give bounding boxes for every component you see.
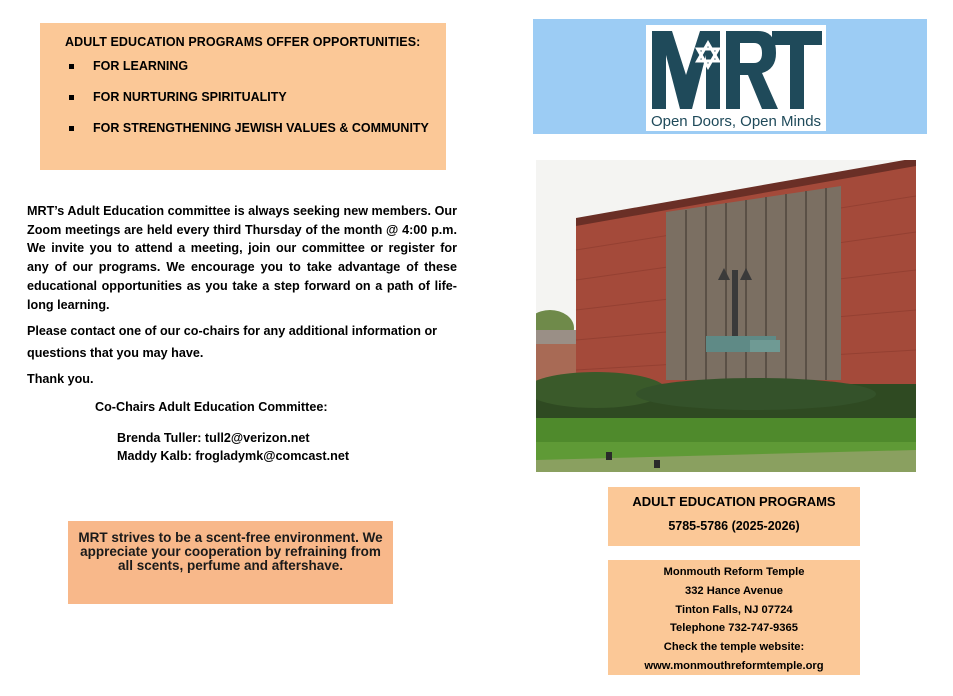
website-label: Check the temple website:	[663, 641, 805, 654]
city-state-zip: Tinton Falls, NJ 07724	[675, 603, 793, 616]
opportunities-box	[40, 23, 446, 170]
contact-brenda: Brenda Tuller: tull2@verizon.net	[117, 430, 310, 445]
square-bullet-icon	[69, 64, 74, 69]
intro-paragraph: MRT’s Adult Education committee is always seeking new members. Our Zoom meetings are held every third Thursday of the month @ 4:00 p.m. We invite you to attend a meeting, join our committee or register for any of our programs. We encourage you to take advantage of these educational opportunities as you take a step forward on a path of life-long learning.	[27, 204, 457, 312]
website-url: www.monmouthreformtemple.org	[644, 659, 824, 672]
address-box	[608, 560, 860, 675]
list-item: FOR NURTURING SPIRITUALITY	[69, 90, 436, 104]
temple-building-photo	[536, 160, 916, 472]
opportunities-list	[65, 59, 436, 135]
scent-free-notice: MRT strives to be a scent-free environment. We appreciate your cooperation by refraining from all scents, perfume and aftershave.	[68, 521, 393, 604]
mrt-logo-graphic	[646, 25, 826, 131]
telephone: Telephone 732-747-9365	[670, 622, 798, 635]
contact-paragraph: Please contact one of our co-chairs for any additional information or questions that you may have.	[27, 324, 438, 361]
thanks-text: Thank you.	[27, 372, 94, 387]
logo-panel	[533, 19, 927, 134]
committee-description	[27, 202, 457, 465]
cochairs-contacts	[27, 429, 457, 465]
list-item: FOR LEARNING	[69, 59, 436, 73]
square-bullet-icon	[69, 95, 74, 100]
program-years: 5785-5786 (2025-2026)	[668, 519, 800, 533]
temple-photo-graphic	[536, 160, 916, 472]
program-title-box	[608, 487, 860, 546]
square-bullet-icon	[69, 126, 74, 131]
mrt-logo	[646, 25, 826, 131]
program-title: ADULT EDUCATION PROGRAMS	[632, 494, 836, 509]
contact-maddy: Maddy Kalb: frogladymk@comcast.net	[117, 448, 350, 463]
list-item: FOR STRENGTHENING JEWISH VALUES & COMMUNITY	[69, 121, 436, 135]
street-address: 332 Hance Avenue	[684, 584, 784, 597]
logo-tagline: Open Doors, Open Minds	[650, 113, 822, 130]
opportunities-heading: ADULT EDUCATION PROGRAMS OFFER OPPORTUNITIES:	[65, 35, 421, 49]
temple-name: Monmouth Reform Temple	[663, 566, 805, 578]
cochairs-heading: Co-Chairs Adult Education Committee:	[95, 399, 328, 414]
